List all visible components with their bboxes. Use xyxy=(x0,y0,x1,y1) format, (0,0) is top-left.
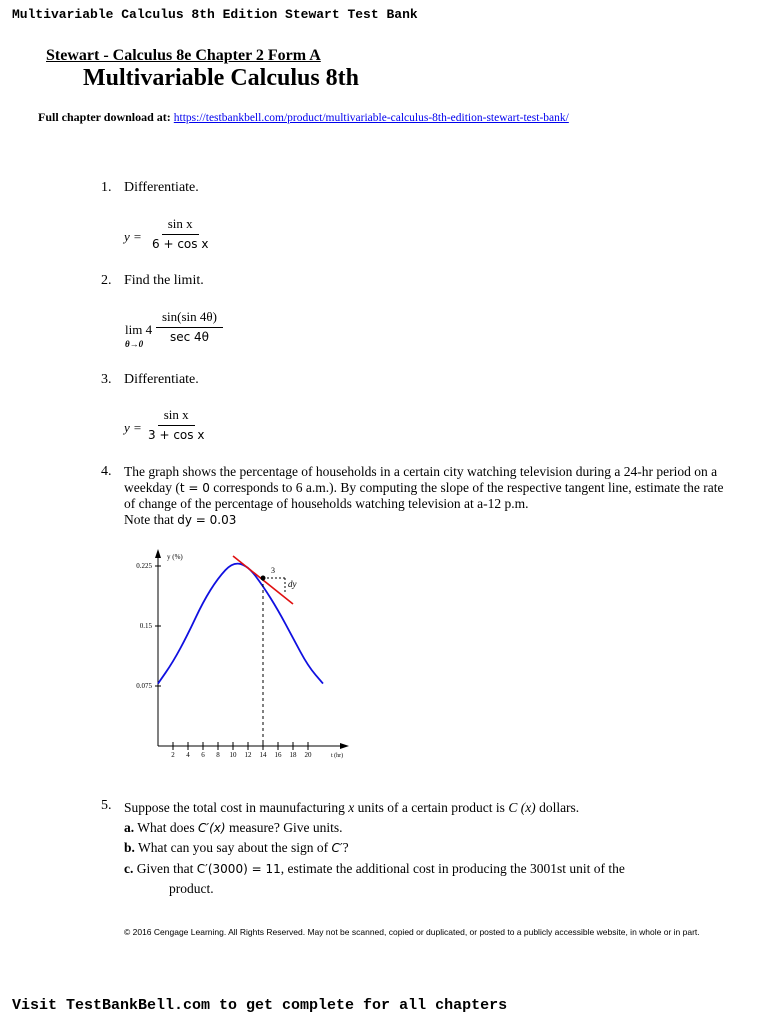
x-tick-label: 18 xyxy=(289,751,297,759)
q5-text xyxy=(124,798,734,899)
q2-fraction xyxy=(156,309,223,344)
x-tick-label: 4 xyxy=(186,751,190,759)
chapter-heading: Stewart - Calculus 8e Chapter 2 Form A xyxy=(46,47,321,64)
tv-households-graph xyxy=(125,545,360,765)
x-axis-label: t (hr) xyxy=(331,753,344,759)
x-axis-arrow xyxy=(340,743,349,749)
y-tick-label: 0.15 xyxy=(139,622,152,630)
download-line xyxy=(38,110,569,125)
copyright-notice: © 2016 Cengage Learning. All Rights Reserved. May not be scanned, copied or duplicated, or posted to a publicly accessible website, in whole or in part. xyxy=(124,927,700,937)
q5-part-b: b. What can you say about the sign of C′? xyxy=(124,840,349,855)
q2-lim-sub: θ→0 xyxy=(125,339,144,349)
x-tick-label: 16 xyxy=(274,751,282,759)
q3-number: 3. xyxy=(101,372,112,387)
q2-lim: lim 4 xyxy=(125,322,153,337)
download-label: Full chapter download at: xyxy=(38,110,171,124)
y-tick-label: 0.225 xyxy=(136,562,152,570)
q4-t-expr: t = 0 xyxy=(179,481,210,495)
x-tick-label: 12 xyxy=(244,751,252,759)
q4-line3: of change of the percentage of households watching television at a-12 p.m. xyxy=(124,496,529,511)
x-tick-label: 10 xyxy=(229,751,237,759)
data-curve xyxy=(158,564,323,684)
x-tick-label: 20 xyxy=(304,751,312,759)
annotation-dy: dy xyxy=(288,579,297,589)
q5-part-c-line2: product. xyxy=(169,881,214,896)
q4-note: Note that dy = 0.03 xyxy=(124,512,237,527)
q5-number: 5. xyxy=(101,798,112,813)
page-title: Multivariable Calculus 8th xyxy=(83,65,360,91)
q4-line1: The graph shows the percentage of households in a certain city watching television during a 24-hr period on a xyxy=(124,464,718,479)
x-tick-label: 14 xyxy=(259,751,267,759)
q2-number: 2. xyxy=(101,273,112,288)
q4-text xyxy=(124,464,734,528)
x-tick-label: 2 xyxy=(171,751,175,759)
q1-y: y = xyxy=(124,229,142,244)
tangent-point xyxy=(261,576,266,581)
q5-intro: Suppose the total cost in maunufacturing x units of a certain product is C (x) dollars. xyxy=(124,800,580,815)
q1-number: 1. xyxy=(101,180,112,195)
q1-denominator: 6 + cos x xyxy=(152,237,209,251)
q3-denominator: 3 + cos x xyxy=(148,428,205,442)
y-axis-arrow xyxy=(155,549,161,558)
q4-number: 4. xyxy=(101,464,112,479)
q2-numerator: sin(sin 4θ) xyxy=(156,309,223,328)
annotation-3: 3 xyxy=(271,566,275,575)
q1-numerator: sin x xyxy=(162,216,199,235)
q2-text: Find the limit. xyxy=(124,273,204,288)
q3-y: y = xyxy=(124,420,142,435)
x-tick-label: 6 xyxy=(201,751,205,759)
q2-denominator: sec 4θ xyxy=(169,330,209,344)
q1-text: Differentiate. xyxy=(124,180,199,195)
q1-fraction xyxy=(148,216,212,251)
q4-note-value: dy = 0.03 xyxy=(177,513,237,527)
download-link[interactable]: https://testbankbell.com/product/multivariable-calculus-8th-edition-stewart-test-bank/ xyxy=(173,112,569,124)
y-tick-label: 0.075 xyxy=(136,682,152,690)
q5-part-a: a. What does C′(x) measure? Give units. xyxy=(124,819,343,835)
chart-axes xyxy=(155,549,349,749)
q4-line2: weekday (t = 0 corresponds to 6 a.m.). By computing the slope of the respective tangent line, estimate the rate xyxy=(124,480,724,495)
q3-fraction xyxy=(144,407,208,442)
x-tick-label: 8 xyxy=(216,751,220,759)
q3-numerator: sin x xyxy=(158,407,195,426)
y-axis-label: y (%) xyxy=(167,553,183,561)
q3-text: Differentiate. xyxy=(124,372,199,387)
header-banner: Multivariable Calculus 8th Edition Stewart Test Bank xyxy=(12,7,418,22)
q5-part-c: c. Given that C′(3000) = 11, estimate the additional cost in producing the 3001st unit of the xyxy=(124,860,625,876)
footer-banner: Visit TestBankBell.com to get complete for all chapters xyxy=(12,997,508,1014)
